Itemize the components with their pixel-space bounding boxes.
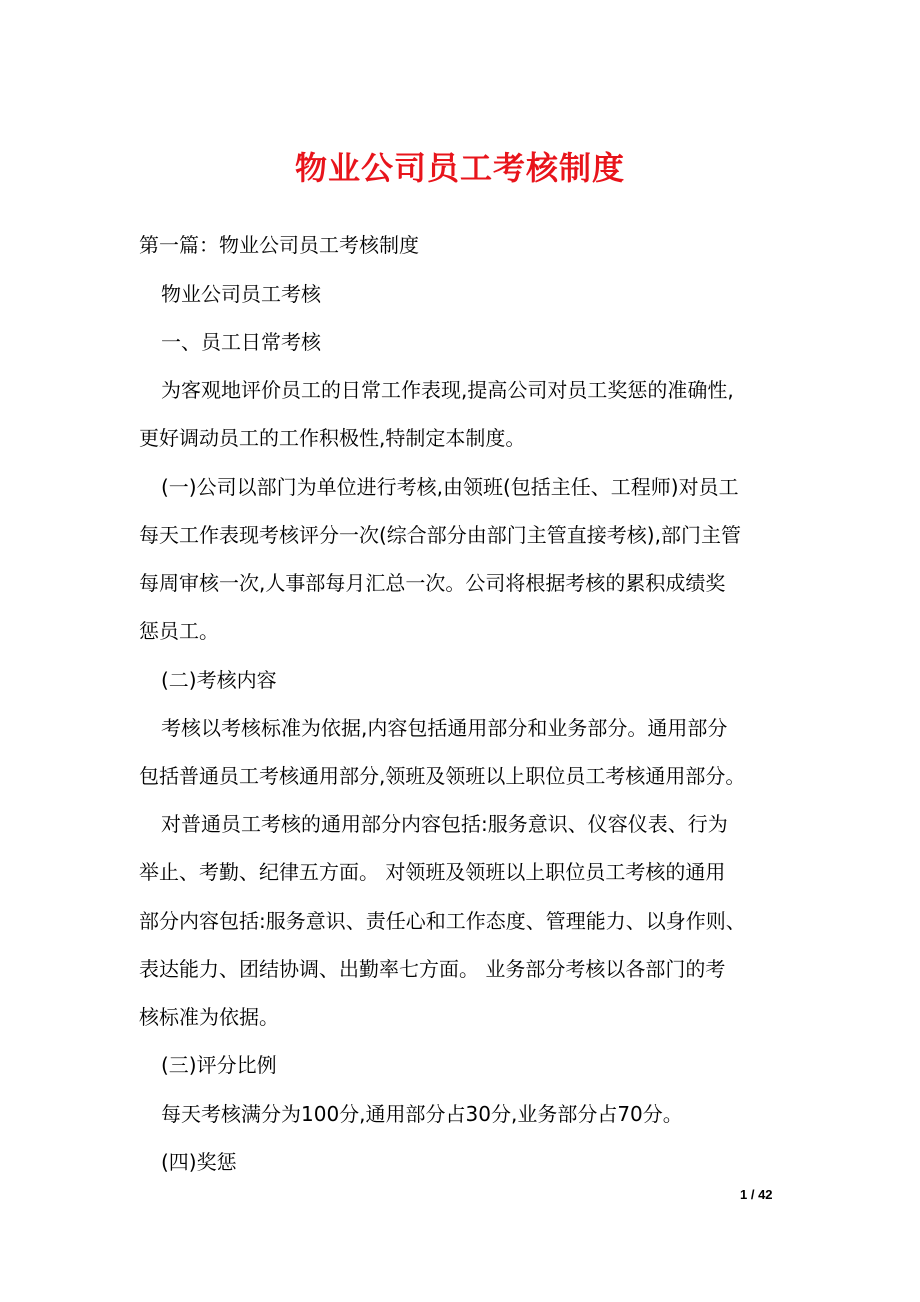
- subheading: (二)考核内容: [161, 668, 277, 692]
- paragraph-line: 每周审核一次,人事部每月汇总一次。公司将根据考核的累积成绩奖: [139, 571, 726, 595]
- page-number: 1 / 42: [740, 1187, 773, 1202]
- paragraph-line: 更好调动员工的工作积极性,特制定本制度。: [139, 426, 526, 450]
- paragraph-line: 表达能力、团结协调、出勤率七方面。 业务部分考核以各部门的考: [139, 957, 726, 981]
- paragraph-line: 每天工作表现考核评分一次(综合部分由部门主管直接考核),部门主管: [139, 523, 741, 547]
- paragraph-line: 部分内容包括:服务意识、责任心和工作态度、管理能力、以身作则、: [139, 909, 746, 933]
- subheading: (四)奖惩: [161, 1150, 237, 1174]
- subheading: (三)评分比例: [161, 1053, 277, 1077]
- paragraph-line: 包括普通员工考核通用部分,领班及领班以上职位员工考核通用部分。: [139, 764, 746, 788]
- subheading: 物业公司员工考核: [161, 282, 321, 306]
- paragraph-line: 举止、考勤、纪律五方面。 对领班及领班以上职位员工考核的通用: [139, 860, 726, 884]
- paragraph-line: 每天考核满分为100分,通用部分占30分,业务部分占70分。: [161, 1102, 683, 1126]
- paragraph-line: (一)公司以部门为单位进行考核,由领班(包括主任、工程师)对员工: [161, 475, 739, 499]
- paragraph-line: 惩员工。: [139, 619, 219, 643]
- paragraph-line: 考核以考核标准为依据,内容包括通用部分和业务部分。通用部分: [161, 716, 728, 740]
- paragraph-line: 核标准为依据。: [139, 1005, 279, 1029]
- section-heading: 第一篇：物业公司员工考核制度: [139, 233, 419, 257]
- subheading: 一、员工日常考核: [161, 330, 321, 354]
- paragraph-line: 对普通员工考核的通用部分内容包括:服务意识、仪容仪表、行为: [161, 812, 728, 836]
- document-title: 物业公司员工考核制度: [294, 149, 625, 187]
- paragraph-line: 为客观地评价员工的日常工作表现,提高公司对员工奖惩的准确性,: [161, 378, 734, 402]
